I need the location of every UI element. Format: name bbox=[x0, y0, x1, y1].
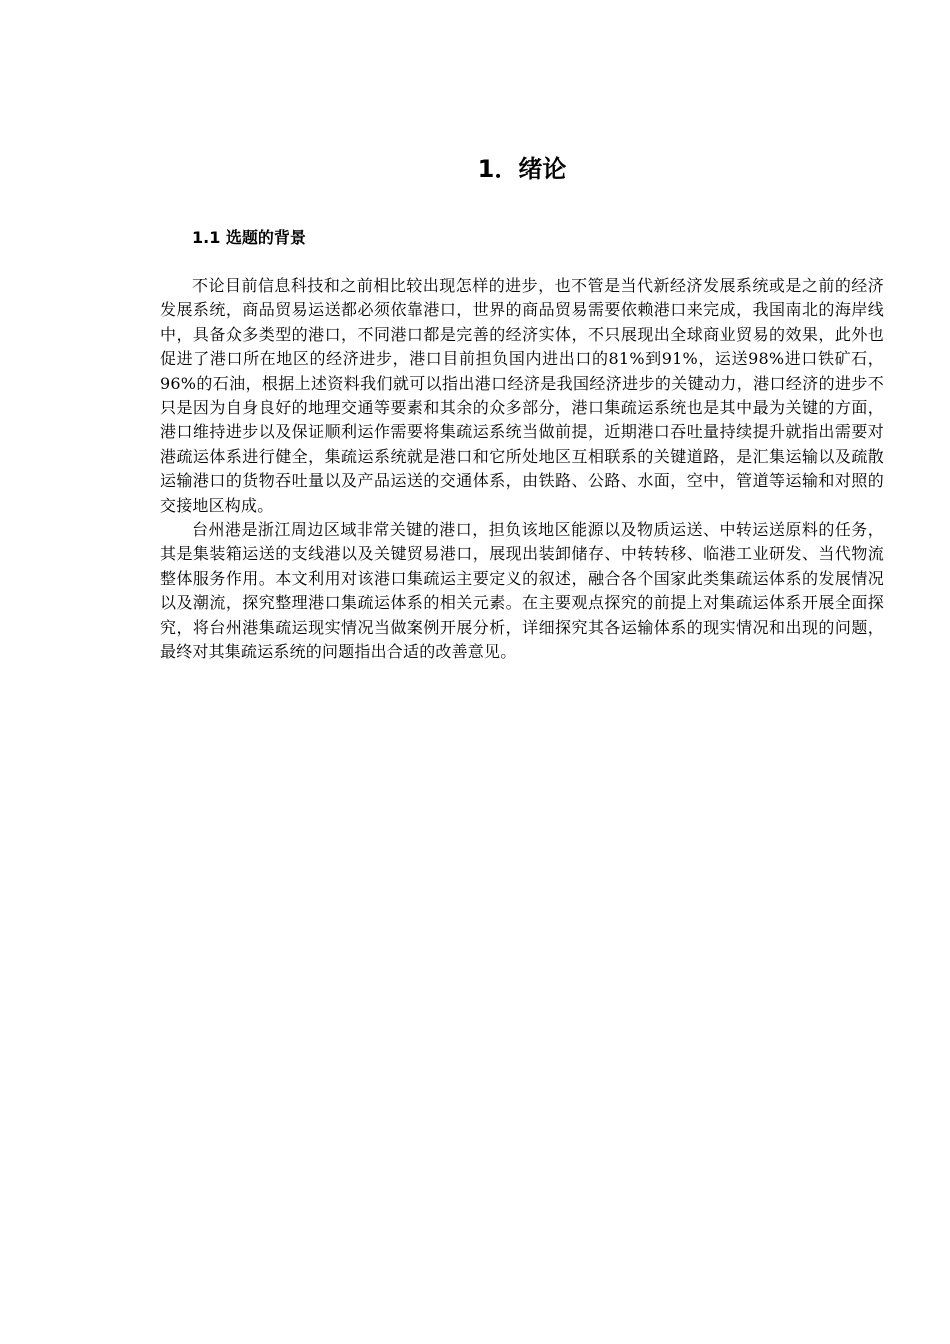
paragraph: 不论目前信息科技和之前相比较出现怎样的进步，也不管是当代新经济发展系统或是之前的经济发展系统，商品贸易运送都必须依靠港口，世界的商品贸易需要依赖港口来完成，我国南北的海岸线中，具备众多类型的港口，不同港口都是完善的经济实体，不只展现出全球商业贸易的效果，此外也促进了港口所在地区的经济进步，港口目前担负国内进出口的81%到91%，运送98%进口铁矿石，96%的石油，根据上述资料我们就可以指出港口经济是我国经济进步的关键动力，港口经济的进步不只是因为自身良好的地理交通等要素和其余的众多部分，港口集疏运系统也是其中最为关键的方面，港口维持进步以及保证顺利运作需要将集疏运系统当做前提，近期港口吞吐量持续提升就指出需要对港疏运体系进行健全，集疏运系统就是港口和它所处地区互相联系的关键道路，是汇集运输以及疏散运输港口的货物吞吐量以及产品运送的交通体系，由铁路、公路、水面，空中，管道等运输和对照的交接地区构成。 bbox=[160, 276, 884, 515]
chapter-title: 1．绪论 bbox=[477, 155, 567, 183]
body-text bbox=[160, 274, 884, 665]
paragraph: 台州港是浙江周边区域非常关键的港口，担负该地区能源以及物质运送、中转运送原料的任务，其是集装箱运送的支线港以及关键贸易港口，展现出装卸储存、中转转移、临港工业研发、当代物流整体服务作用。本文利用对该港口集疏运主要定义的叙述，融合各个国家此类集疏运体系的发展情况以及潮流，探究整理港口集疏运体系的相关元素。在主要观点探究的前提上对集疏运体系开展全面探究，将台州港集疏运现实情况当做案例开展分析，详细探究其各运输体系的现实情况和出现的问题，最终对其集疏运系统的问题指出合适的改善意见。 bbox=[160, 520, 884, 662]
section-heading: 1.1 选题的背景 bbox=[192, 228, 306, 247]
